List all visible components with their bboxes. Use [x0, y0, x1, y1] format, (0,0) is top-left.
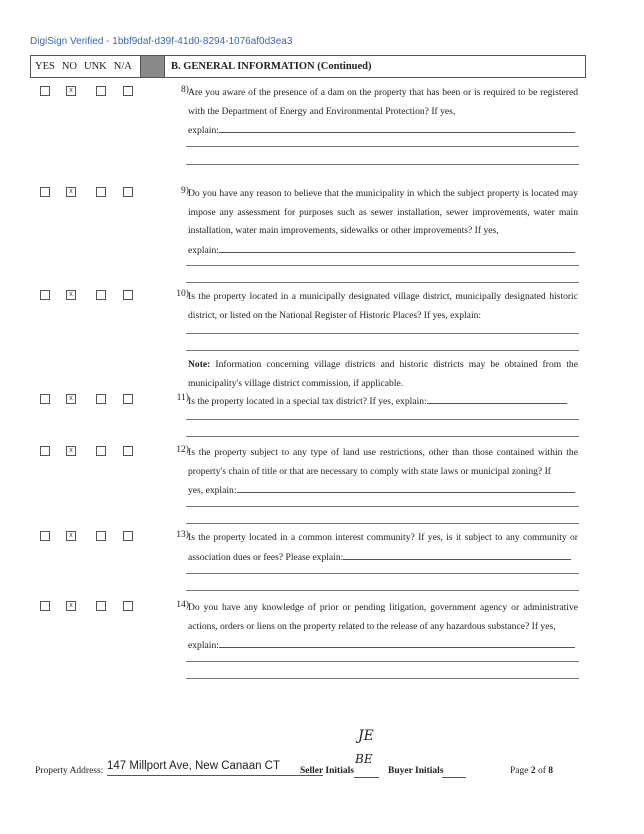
yes-checkbox[interactable]: [40, 446, 50, 456]
page-prefix: Page: [510, 766, 531, 776]
property-address-field[interactable]: 147 Millport Ave, New Canaan CT: [107, 760, 323, 776]
answer-line[interactable]: [186, 146, 579, 147]
question-body: Is the property subject to any type of land use restrictions, other than those contained within the property's chain of title or that are necessary to comply with state laws or municipal zoning? If: [188, 447, 578, 477]
page-number: 2: [530, 766, 536, 776]
question-number: 10): [176, 288, 189, 299]
page-of: of: [535, 766, 549, 776]
question-text: [188, 529, 578, 567]
question-number: 13): [176, 529, 189, 540]
question-body: Is the property located in a special tax district? If yes, explain:: [188, 396, 427, 407]
question-body: Is the property located in a common interest community? If yes, is it subject to any community or association dues or fees? Please explain:: [188, 532, 578, 563]
no-checkbox[interactable]: x: [66, 290, 76, 300]
unk-checkbox[interactable]: [96, 394, 106, 404]
col-na: N/A: [113, 61, 132, 72]
question-number: 11): [176, 392, 189, 403]
header-gray-block: [140, 56, 164, 77]
unk-checkbox[interactable]: [96, 187, 106, 197]
question-text: [188, 392, 578, 412]
na-checkbox[interactable]: [123, 601, 133, 611]
explain-label: explain:: [188, 640, 219, 651]
answer-line[interactable]: [186, 678, 579, 679]
col-unk: UNK: [84, 61, 107, 72]
buyer-initials-field[interactable]: [442, 777, 466, 778]
no-checkbox[interactable]: x: [66, 86, 76, 96]
na-checkbox[interactable]: [123, 86, 133, 96]
question-text: [188, 84, 578, 141]
explain-label: explain:: [188, 125, 219, 136]
yes-checkbox[interactable]: [40, 187, 50, 197]
buyer-initials-label: Buyer Initials: [388, 766, 444, 776]
yes-checkbox[interactable]: [40, 86, 50, 96]
property-address-label: Property Address:: [35, 766, 104, 776]
explain-label: yes, explain:: [188, 485, 237, 496]
explain-label: explain:: [188, 244, 219, 256]
page-indicator: [510, 766, 553, 776]
answer-line[interactable]: [186, 506, 579, 507]
answer-line[interactable]: [186, 661, 579, 662]
no-checkbox[interactable]: x: [66, 531, 76, 541]
question-body: Are you aware of the presence of a dam on the property that has been or is required to be registered with the Department of Energy and Environmental Protection? If yes,: [188, 87, 578, 117]
explain-line[interactable]: [343, 548, 571, 560]
answer-line[interactable]: [186, 333, 579, 334]
na-checkbox[interactable]: [123, 531, 133, 541]
no-checkbox[interactable]: x: [66, 601, 76, 611]
answer-line[interactable]: [186, 282, 579, 283]
question-text: [188, 599, 578, 656]
note-paragraph: [188, 356, 578, 393]
answer-line[interactable]: [186, 590, 579, 591]
question-body: Is the property located in a municipally designated village district, municipally designated historic district, or listed on the National Register of Historic Places? If yes, explain:: [188, 291, 578, 321]
page-total: 8: [548, 766, 554, 776]
answer-line[interactable]: [186, 350, 579, 351]
explain-line[interactable]: [219, 241, 575, 253]
answer-line[interactable]: [186, 164, 579, 165]
na-checkbox[interactable]: [123, 290, 133, 300]
unk-checkbox[interactable]: [96, 531, 106, 541]
answer-line[interactable]: [186, 436, 579, 437]
explain-line[interactable]: [237, 481, 575, 493]
yes-checkbox[interactable]: [40, 601, 50, 611]
unk-checkbox[interactable]: [96, 601, 106, 611]
explain-line[interactable]: [219, 121, 575, 133]
explain-line[interactable]: [219, 636, 575, 648]
yes-checkbox[interactable]: [40, 290, 50, 300]
question-number: 9): [181, 185, 189, 196]
explain-line[interactable]: [427, 392, 567, 404]
unk-checkbox[interactable]: [96, 290, 106, 300]
na-checkbox[interactable]: [123, 394, 133, 404]
question-text: [188, 444, 578, 501]
no-checkbox[interactable]: x: [66, 446, 76, 456]
note-label: Note:: [188, 359, 211, 370]
question-number: 14): [176, 599, 189, 610]
seller-initials-field[interactable]: [354, 777, 379, 778]
question-body: Do you have any knowledge of prior or pending litigation, government agency or administrative actions, orders or liens on the property related to the release of any hazardous substance? If yes,: [188, 602, 578, 632]
unk-checkbox[interactable]: [96, 446, 106, 456]
unk-checkbox[interactable]: [96, 86, 106, 96]
section-header: [30, 55, 586, 78]
question-number: 8): [181, 84, 189, 95]
seller-initials-label: Seller Initials: [300, 766, 354, 776]
question-body: Do you have any reason to believe that the municipality in which the subject property is located may impose any assessment for purposes such as sewer installation, sewer improvements, water main installation, water main improvements, sidewalks or other improvements? If yes,: [188, 188, 578, 236]
na-checkbox[interactable]: [123, 187, 133, 197]
col-yes: YES: [35, 61, 55, 72]
na-checkbox[interactable]: [123, 446, 133, 456]
yes-checkbox[interactable]: [40, 394, 50, 404]
note-text: Information concerning village districts and historic districts may be obtained from the municipality's village district commission, if applicable.: [188, 359, 578, 389]
no-checkbox[interactable]: x: [66, 187, 76, 197]
question-text: [188, 288, 578, 325]
answer-line[interactable]: [186, 573, 579, 574]
question-number: 12): [176, 444, 189, 455]
seller-initials-signature: BE: [355, 752, 373, 766]
question-text: [188, 185, 578, 260]
no-checkbox[interactable]: x: [66, 394, 76, 404]
yes-checkbox[interactable]: [40, 531, 50, 541]
answer-line[interactable]: [186, 265, 579, 266]
digisign-verified-banner: DigiSign Verified - 1bbf9daf-d39f-41d0-8294-1076af0d3ea3: [30, 36, 293, 47]
section-title: B. GENERAL INFORMATION (Continued): [164, 56, 585, 77]
answer-line[interactable]: [186, 523, 579, 524]
answer-column-headers: [31, 56, 140, 77]
col-no: NO: [61, 61, 78, 72]
answer-line[interactable]: [186, 419, 579, 420]
handwritten-initials-top: JE: [358, 728, 374, 744]
